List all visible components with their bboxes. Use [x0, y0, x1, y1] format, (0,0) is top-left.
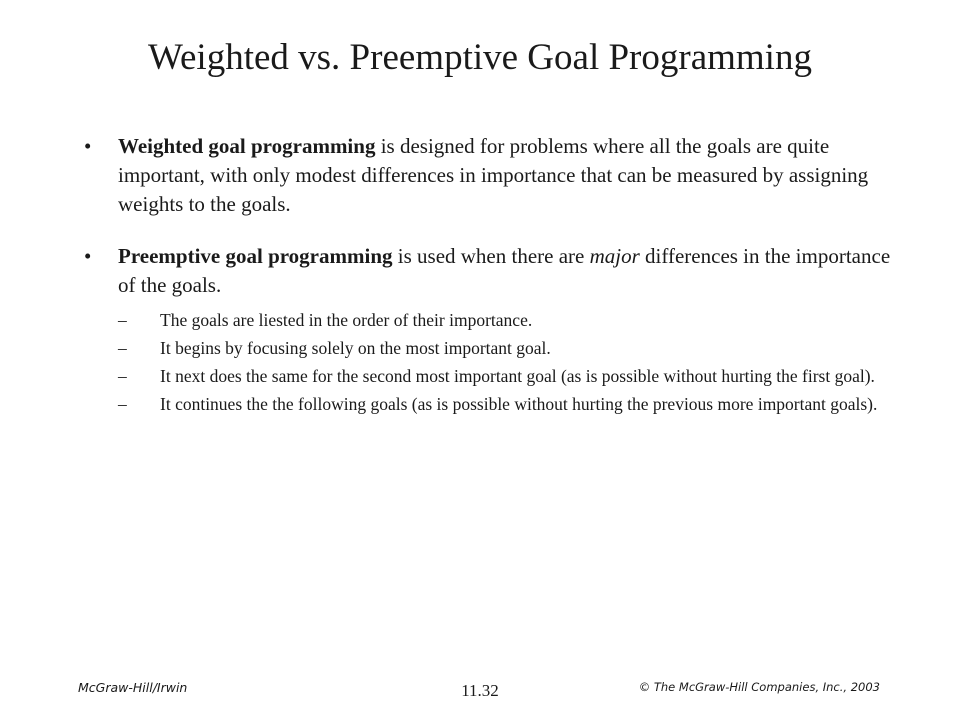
- sub-item-text: It next does the same for the second most important goal (as is possible without hurting the first goal).: [160, 366, 875, 386]
- sub-item-order: [118, 308, 898, 332]
- dash-marker: –: [118, 338, 127, 358]
- bullet-weighted-text: is designed for problems where all the goals are quite important, with only modest differences in importance that can be measured by assigning weights to the goals.: [118, 134, 869, 216]
- bullet-weighted: [78, 132, 898, 219]
- emphasis-major: major: [589, 244, 640, 268]
- slide-title: Weighted vs. Preemptive Goal Programming: [148, 37, 812, 78]
- sub-item-second-goal: [118, 364, 898, 388]
- dash-marker: –: [118, 394, 127, 414]
- sub-item-text: It continues the the following goals (as is possible without hurting the previous more important goals).: [160, 394, 878, 414]
- bullet-preemptive-text-after: differences in the importance of the goals.: [118, 244, 891, 297]
- slide-number: 11.32: [461, 681, 499, 700]
- bullet-preemptive-text-before: is used when there are: [392, 244, 590, 268]
- dash-marker: –: [118, 366, 127, 386]
- slide-content: [78, 132, 898, 420]
- term-preemptive-goal-programming: Preemptive goal programming: [118, 244, 393, 268]
- dash-marker: –: [118, 310, 127, 330]
- bullet-preemptive: [78, 242, 898, 416]
- term-weighted-goal-programming: Weighted goal programming: [118, 134, 376, 158]
- footer-publisher: McGraw-Hill/Irwin: [78, 680, 188, 695]
- sub-item-text: The goals are liested in the order of their importance.: [160, 310, 533, 330]
- preemptive-sub-list: [118, 308, 898, 416]
- bullet-marker: •: [84, 244, 92, 268]
- sub-item-focus: [118, 336, 898, 360]
- bullet-marker: •: [84, 134, 92, 158]
- sub-item-text: It begins by focusing solely on the most important goal.: [160, 338, 551, 358]
- footer-copyright: © The McGraw-Hill Companies, Inc., 2003: [638, 680, 880, 694]
- sub-item-following-goals: [118, 392, 898, 416]
- slide-footer: [0, 680, 960, 704]
